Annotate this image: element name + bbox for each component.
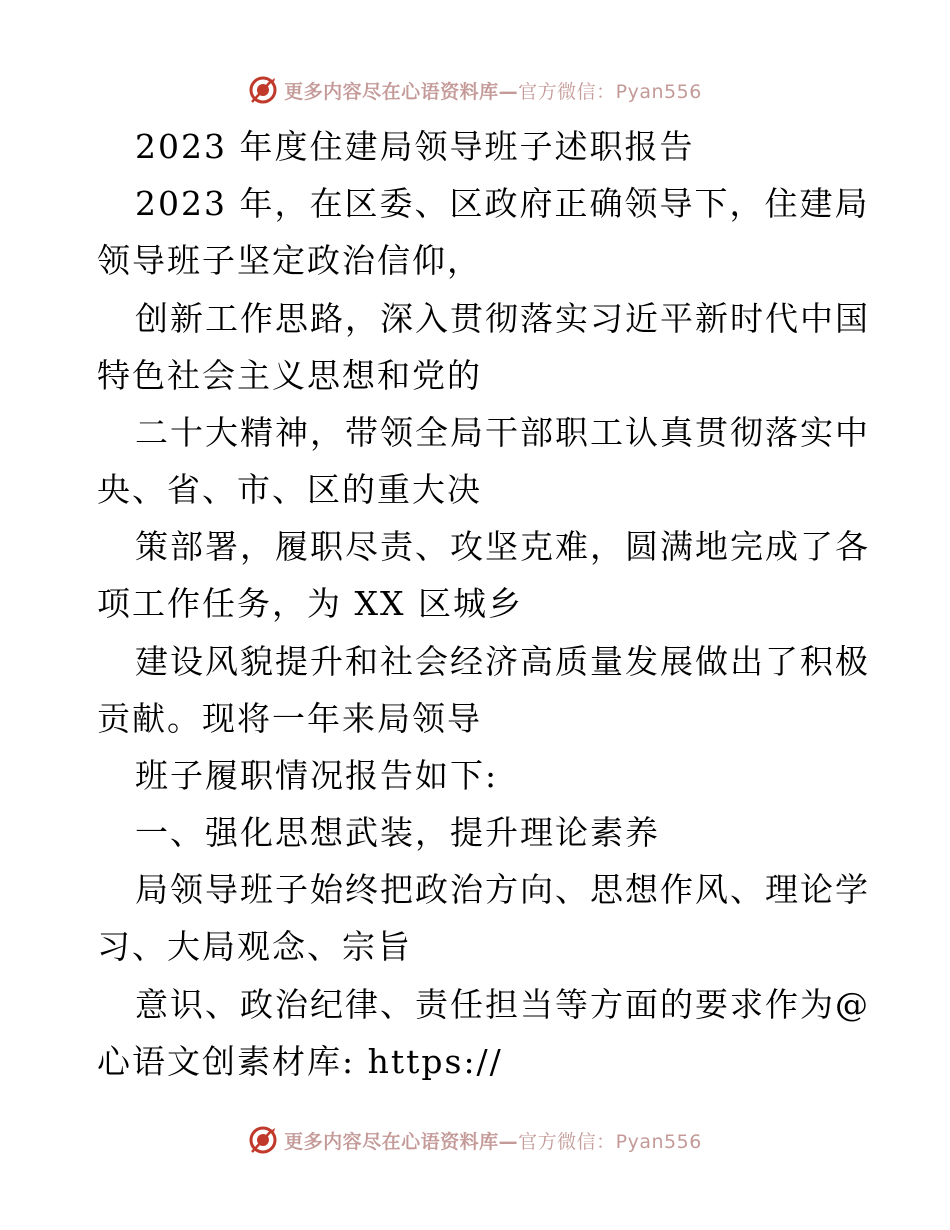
watermark-banner-bottom bbox=[0, 1120, 950, 1160]
quill-pen-logo-icon bbox=[248, 1125, 278, 1155]
paragraph-line: 领导班子坚定政治信仰， bbox=[97, 241, 482, 280]
paragraph-line: 贡献。现将一年来局领导 bbox=[97, 699, 482, 738]
paragraph-line: 意识、政治纪律、责任担当等方面的要求作为@ bbox=[135, 985, 870, 1024]
watermark-banner-top bbox=[0, 70, 950, 110]
paragraph-line: 创新工作思路，深入贯彻落实习近平新时代中国 bbox=[135, 299, 870, 338]
paragraph-line: 2023 年，在区委、区政府正确领导下，住建局 bbox=[135, 184, 870, 223]
paragraph-line: 心语文创素材库: https:// bbox=[97, 1042, 503, 1081]
paragraph-line: 建设风貌提升和社会经济高质量发展做出了积极 bbox=[135, 642, 870, 681]
paragraph-line: 项工作任务，为 XX 区城乡 bbox=[97, 584, 523, 623]
quill-pen-logo-icon bbox=[248, 75, 278, 105]
paragraph-line: 二十大精神，带领全局干部职工认真贯彻落实中 bbox=[135, 413, 870, 452]
paragraph-line: 特色社会主义思想和党的 bbox=[97, 356, 482, 395]
paragraph-line: 局领导班子始终把政治方向、思想作风、理论学 bbox=[135, 870, 870, 909]
paragraph-line: 习、大局观念、宗旨 bbox=[97, 927, 412, 966]
section-heading: 一、强化思想武装，提升理论素养 bbox=[135, 813, 660, 852]
paragraph-line: 班子履职情况报告如下: bbox=[135, 756, 499, 795]
watermark-text: 更多内容尽在心语资料库—官方微信：Pyan556 bbox=[284, 80, 702, 103]
document-title: 2023 年度住建局领导班子述职报告 bbox=[135, 127, 695, 166]
watermark-text: 更多内容尽在心语资料库—官方微信：Pyan556 bbox=[284, 1130, 702, 1153]
paragraph-line: 策部署，履职尽责、攻坚克难，圆满地完成了各 bbox=[135, 527, 870, 566]
paragraph-line: 央、省、市、区的重大决 bbox=[97, 470, 482, 509]
